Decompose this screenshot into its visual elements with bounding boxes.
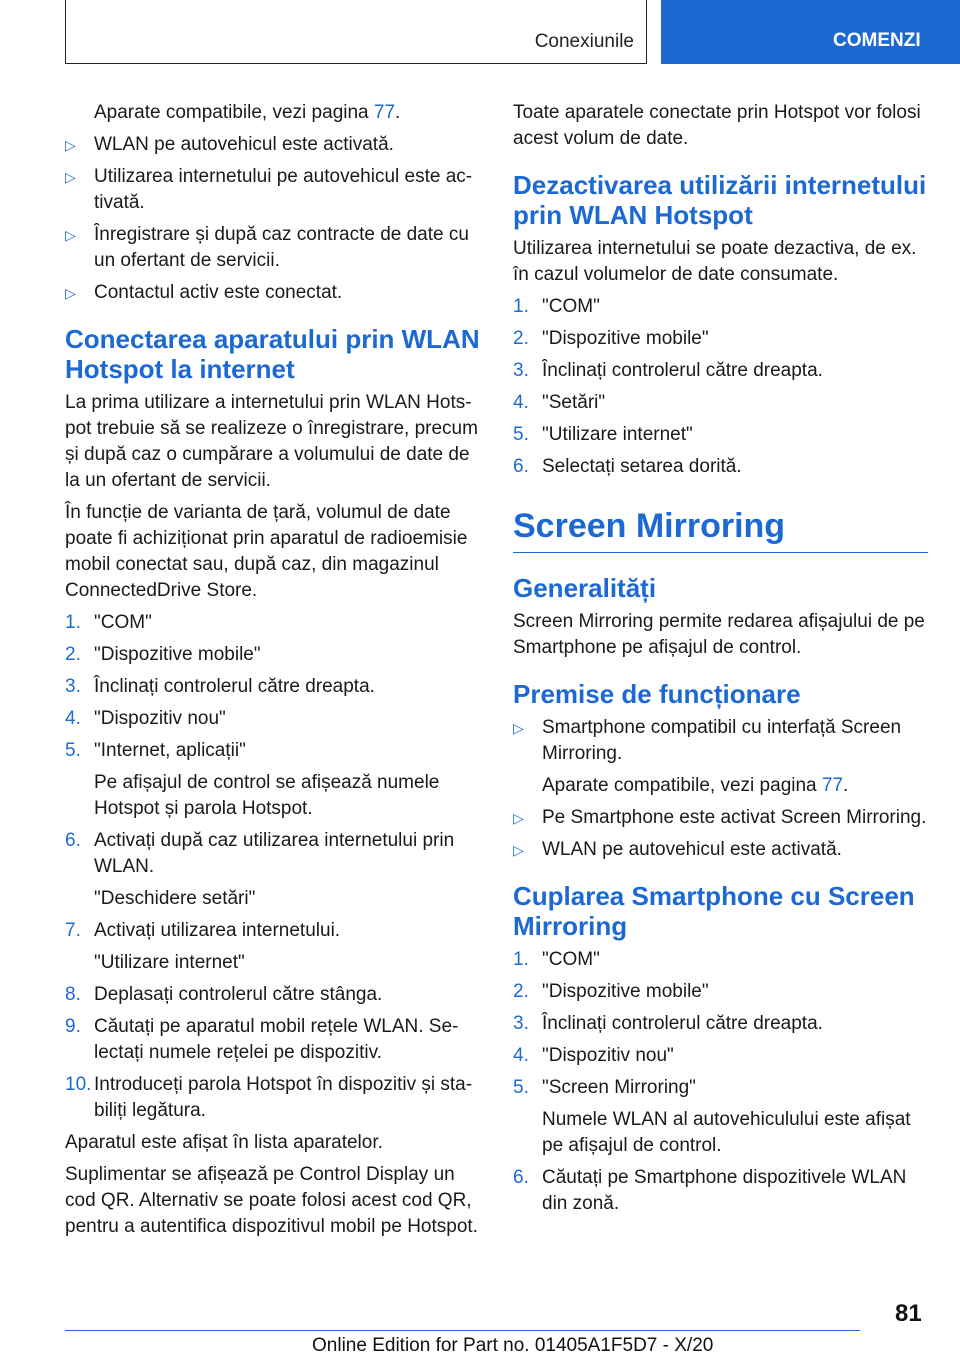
list-item <box>65 164 480 216</box>
heading-deactivate: Dezactivarea utilizării internetului prin WLAN Hotspot <box>513 170 927 230</box>
step-number: 4. <box>513 1045 529 1066</box>
step-number: 3. <box>65 676 81 697</box>
step-number: 2. <box>513 981 529 1002</box>
heading-connect: Conectarea aparatului prin WLAN Hotspot la internet <box>65 324 480 384</box>
step-text: Înclinați controlerul către dreapta. <box>94 676 375 697</box>
step-text: Căutați pe aparatul mobil rețele WLAN. Se‐lectați numele rețelei pe dispozitiv. <box>94 1016 459 1063</box>
bullet-text: Smartphone compatibil cu interfață Screen Mirroring. <box>542 717 902 764</box>
paragraph: Suplimentar se afișează pe Control Display un cod QR. Alternativ se poate folosi acest cod QR, pentru a autentifica dispozitivul mobil pe Hotspot. <box>65 1164 478 1237</box>
step-item <box>65 982 480 1008</box>
bullet-text: Înregistrare și după caz contracte de date cu un ofertant de servicii. <box>94 224 469 271</box>
triangle-right-icon: ▷ <box>513 842 524 858</box>
step-item <box>65 674 480 700</box>
step-item <box>513 422 928 448</box>
step-number: 10. <box>65 1074 92 1095</box>
step-number: 6. <box>65 830 81 851</box>
step-number: 5. <box>513 1077 529 1098</box>
compat-text: Aparate compatibile, vezi pagina <box>94 102 374 123</box>
triangle-right-icon: ▷ <box>65 169 76 185</box>
footer-divider <box>65 1330 860 1331</box>
step-item <box>513 1011 928 1037</box>
step-note: "Utilizare internet" <box>94 952 245 973</box>
step-item <box>513 326 928 352</box>
step-item <box>513 979 928 1005</box>
step-item <box>513 1165 928 1217</box>
step-item <box>513 454 928 480</box>
bullet-text: WLAN pe autovehicul este activată. <box>542 839 842 860</box>
step-number: 4. <box>65 708 81 729</box>
step-text: "Dispozitive mobile" <box>94 644 261 665</box>
compat-paragraph: Aparate compatibile, vezi pagina 77. <box>542 775 849 796</box>
step-item <box>513 390 928 416</box>
paragraph: Toate aparatele conectate prin Hotspot vor folosi acest volum de date. <box>513 102 921 149</box>
paragraph: În funcție de varianta de țară, volumul de date poate fi achiziționat prin aparatul de radioemisie mobil conectat sau, după caz, din magazinul ConnectedDrive Store. <box>65 502 468 601</box>
compat-paragraph: Aparate compatibile, vezi pagina 77. <box>94 102 401 123</box>
bullet-text: Pe Smartphone este activat Screen Mirroring. <box>542 807 927 828</box>
step-item <box>65 706 480 732</box>
heading-couple: Cuplarea Smartphone cu Screen Mirroring <box>513 881 915 941</box>
step-item <box>65 738 480 764</box>
list-item <box>65 222 480 274</box>
step-text: "Dispozitive mobile" <box>542 328 709 349</box>
step-text: "Dispozitive mobile" <box>542 981 709 1002</box>
right-column <box>513 100 928 1223</box>
heading-general: Generalități <box>513 573 657 603</box>
step-text: "Dispozitiv nou" <box>94 708 226 729</box>
step-text: "COM" <box>542 296 600 317</box>
header-tab-comenzi[interactable]: COMENZI <box>661 0 960 64</box>
triangle-right-icon: ▷ <box>65 285 76 301</box>
list-item <box>65 132 480 158</box>
step-text: Căutați pe Smartphone dispozitivele WLAN din zonă. <box>542 1167 907 1214</box>
step-text: Deplasați controlerul către stânga. <box>94 984 383 1005</box>
step-note: "Deschidere setări" <box>94 888 256 909</box>
step-text: Înclinați controlerul către dreapta. <box>542 360 823 381</box>
header-section-title: Conexiunile <box>534 31 634 52</box>
bullet-text: WLAN pe autovehicul este activată. <box>94 134 394 155</box>
step-item <box>65 1014 480 1066</box>
step-note: Numele WLAN al autovehiculului este afișat pe afișajul de control. <box>542 1109 911 1156</box>
step-item <box>513 1075 928 1101</box>
step-item <box>513 1043 928 1069</box>
step-text: "COM" <box>94 612 152 633</box>
step-number: 1. <box>65 612 81 633</box>
heading-screen-mirroring: Screen Mirroring <box>513 506 928 553</box>
step-number: 3. <box>513 360 529 381</box>
step-number: 6. <box>513 456 529 477</box>
step-item <box>65 918 480 944</box>
step-item <box>513 358 928 384</box>
triangle-right-icon: ▷ <box>65 137 76 153</box>
heading-premise: Premise de funcționare <box>513 679 801 709</box>
triangle-right-icon: ▷ <box>513 810 524 826</box>
step-number: 8. <box>65 984 81 1005</box>
footer-edition: Online Edition for Part no. 01405A1F5D7 - X/20 <box>312 1335 714 1356</box>
step-text: Introduceți parola Hotspot în dispozitiv și sta‐biliți legătura. <box>94 1074 473 1121</box>
paragraph: Utilizarea internetului se poate dezactiva, de ex. în cazul volumelor de date consumate. <box>513 238 917 285</box>
step-number: 2. <box>513 328 529 349</box>
step-item <box>513 294 928 320</box>
step-note: Pe afișajul de control se afișează numele Hotspot și parola Hotspot. <box>94 772 440 819</box>
step-item <box>65 610 480 636</box>
page-link-77[interactable]: 77 <box>373 102 396 123</box>
paragraph: La prima utilizare a internetului prin WLAN Hots‐pot trebuie să se realizeze o înregistrare, precum și după caz o cumpărare a volumului de date de la un ofertant de servicii. <box>65 392 478 491</box>
step-number: 5. <box>513 424 529 445</box>
step-number: 6. <box>513 1167 529 1188</box>
step-item <box>65 642 480 668</box>
paragraph: Screen Mirroring permite redarea afișajului de pe Smartphone pe afișajul de control. <box>513 611 925 658</box>
list-item <box>513 837 928 863</box>
step-text: "Utilizare internet" <box>542 424 693 445</box>
step-text: Selectați setarea dorită. <box>542 456 742 477</box>
page-link-77[interactable]: 77 <box>821 775 844 796</box>
bullet-text: Utilizarea internetului pe autovehicul este ac‐tivată. <box>94 166 473 213</box>
step-number: 1. <box>513 296 529 317</box>
step-number: 9. <box>65 1016 81 1037</box>
step-text: Activați după caz utilizarea internetului prin WLAN. <box>94 830 455 877</box>
step-text: Înclinați controlerul către dreapta. <box>542 1013 823 1034</box>
bullet-text: Contactul activ este conectat. <box>94 282 343 303</box>
step-text: "Setări" <box>542 392 606 413</box>
step-item <box>65 828 480 880</box>
step-item <box>513 947 928 973</box>
header-section-box <box>65 0 647 64</box>
paragraph: Aparatul este afișat în lista aparatelor. <box>65 1132 383 1153</box>
page-number: 81 <box>895 1300 922 1327</box>
triangle-right-icon: ▷ <box>65 227 76 243</box>
compat-text: Aparate compatibile, vezi pagina <box>542 775 822 796</box>
step-number: 3. <box>513 1013 529 1034</box>
list-item <box>513 715 928 767</box>
left-column <box>65 100 480 1246</box>
step-text: "COM" <box>542 949 600 970</box>
list-item <box>65 280 480 306</box>
step-text: "Internet, aplicații" <box>94 740 246 761</box>
list-item <box>513 805 928 831</box>
step-text: "Screen Mirroring" <box>542 1077 696 1098</box>
step-item <box>65 1072 480 1124</box>
triangle-right-icon: ▷ <box>513 720 524 736</box>
step-number: 5. <box>65 740 81 761</box>
step-number: 7. <box>65 920 81 941</box>
step-number: 4. <box>513 392 529 413</box>
step-text: Activați utilizarea internetului. <box>94 920 341 941</box>
step-text: "Dispozitiv nou" <box>542 1045 674 1066</box>
step-number: 1. <box>513 949 529 970</box>
step-number: 2. <box>65 644 81 665</box>
